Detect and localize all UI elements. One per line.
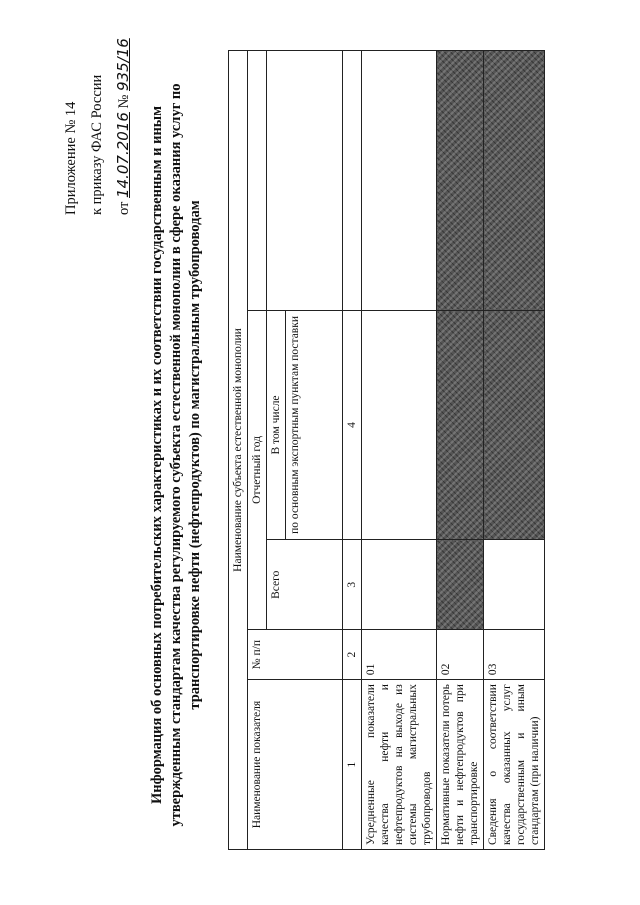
value-cell xyxy=(362,310,437,540)
row-number: 03 xyxy=(484,630,545,680)
row-name: Усредненные показатели качества нефти и нефтепродуктов на выходе из системы магистральных трубопроводов xyxy=(362,680,437,850)
shaded-cell xyxy=(484,310,545,540)
indicator-name-header: Наименование показателя xyxy=(248,680,343,850)
value-cell xyxy=(484,540,545,630)
index-cell: 3 xyxy=(343,540,362,630)
number-header: № п/п xyxy=(248,630,343,680)
shaded-cell xyxy=(437,51,484,311)
reporting-year-header: Отчетный год xyxy=(248,310,267,630)
title-line-2: утвержденным стандартам качества регулируемого субъекта естественной монополии в сфере оказания услуг по xyxy=(168,83,184,827)
value-cell xyxy=(362,540,437,630)
appendix-order: к приказу ФАС России xyxy=(89,74,105,215)
row-number: 01 xyxy=(362,630,437,680)
shaded-cell xyxy=(484,51,545,311)
entity-name-header: Наименование субъекта естественной монополии xyxy=(229,51,248,850)
appendix-date-line xyxy=(110,5,137,215)
shaded-cell xyxy=(437,310,484,540)
appendix-number-label: № xyxy=(116,94,132,109)
empty-header-cell xyxy=(267,51,343,311)
row-name: Нормативные показатели потерь нефти и нефтепродуктов при транспортировке xyxy=(437,680,484,850)
empty-header-cell xyxy=(248,51,267,311)
appendix-number: 935/16 xyxy=(114,38,132,91)
empty-cell xyxy=(343,51,362,311)
appendix-prefix: от xyxy=(116,201,132,215)
appendix-date: 14.07.2016 xyxy=(114,112,132,198)
total-header: Всего xyxy=(267,540,343,630)
title-line-3: транспортировке нефти (нефтепродуктов) по магистральным трубопроводам xyxy=(187,200,203,710)
document-title xyxy=(148,75,205,835)
appendix-block xyxy=(58,5,137,215)
appendix-title: Приложение № 14 xyxy=(63,101,79,215)
index-cell: 2 xyxy=(343,630,362,680)
including-header: В том числе xyxy=(267,310,286,540)
export-points-header: по основным экспортным пунктам поставки xyxy=(286,310,343,540)
index-cell: 1 xyxy=(343,680,362,850)
shaded-cell xyxy=(437,540,484,630)
row-name: Сведения о соответствии качества оказанных услуг государственным и иным стандартам (при наличии) xyxy=(484,680,545,850)
value-cell xyxy=(362,51,437,311)
row-number: 02 xyxy=(437,630,484,680)
title-line-1: Информация об основных потребительских характеристиках и их соответствии государственным и иным xyxy=(149,105,165,805)
indicators-table xyxy=(228,50,545,850)
index-cell: 4 xyxy=(343,310,362,540)
